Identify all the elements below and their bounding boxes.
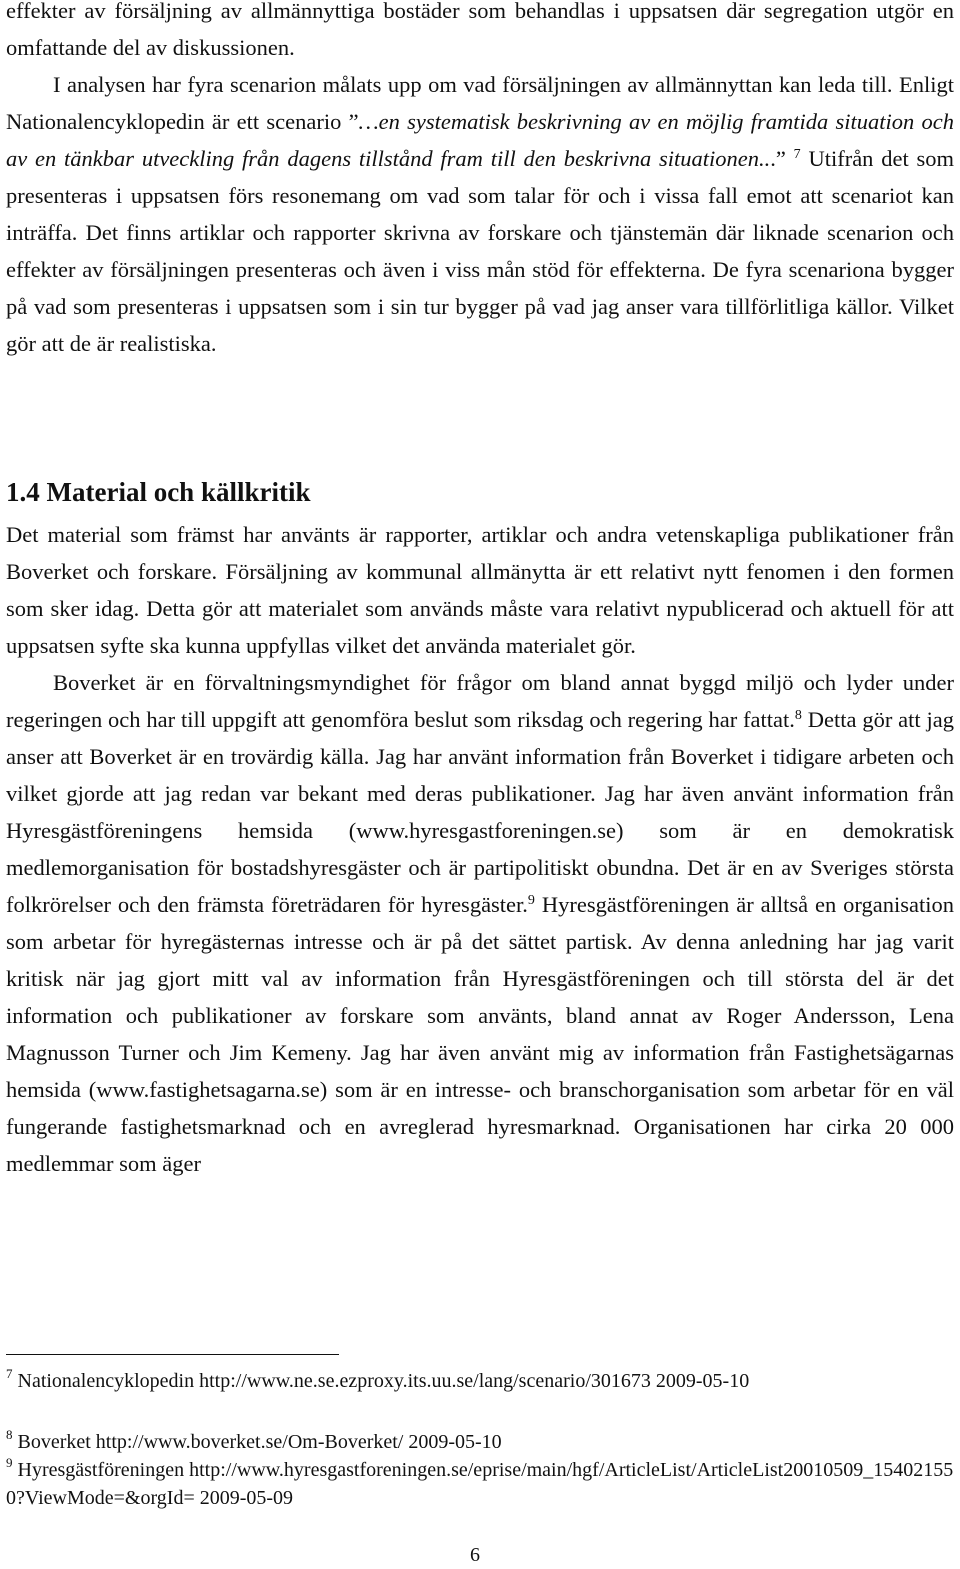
footnote-text: Boverket http://www.boverket.se/Om-Boverket/ 2009-05-10 [17, 1431, 502, 1453]
footnote-9 [6, 1456, 954, 1512]
boverket-text: Boverket är en förvaltningsmyndighet för frågor om bland annat byggd miljö och lyder under regeringen och har till uppgift att genomföra beslut som riksdag och regering har fattat. [6, 670, 954, 732]
scenario-definition-quote: …en systematisk beskrivning av en möjlig framtida situation och av en tänkbar utveckling från dagens tillstånd fram till den beskrivna situationen.. [6, 109, 954, 171]
page-number: 6 [470, 1544, 480, 1566]
section-heading: 1.4 Material och källkritik [6, 477, 311, 507]
intro-rest-text: Utifrån det som presenteras i uppsatsen förs resonemang om vad som talar för och i vissa fall emot att scenariot kan inträffa. Det finns artiklar och rapporter skrivna av forskare och tjänstemän där liknade scenarion och effekter av försäljningen presenteras och även i viss mån stöd för effekterna. De fyra scenariona bygger på vad som presenteras i uppsatsen som i sin tur bygger på vad jag anser vara tillförlitliga källor. Vilket gör att de är realistiska. [6, 146, 954, 356]
critique-text: Hyresgästföreningen är alltså en organisation som arbetar för hyregästernas intresse och är på det sättet partisk. Av denna anledning har jag varit kritisk när jag gjort mitt val av information från Hyresgästföreningen och till största del är det information och publikationer av forskare som använts, bland annat av Roger Andersson, Lena Magnusson Turner och Jim Kemeny. Jag har även använt mig av information från Fastighetsägarnas hemsida (www.fastighetsagarna.se) som är en intresse- och branschorganisation som arbetar för en väl fungerande fastighetsmarknad och en avreglerad hyresmarknad. Organisationen har cirka 20 000 medlemmar som äger [6, 892, 954, 1176]
footnote-ref-8[interactable]: 8 [794, 708, 802, 723]
footnote-number: 9 [6, 1455, 13, 1470]
intro-scenario-text: I analysen har fyra scenarion målats upp om vad försäljningen av allmännyttan kan leda till. Enligt Nationalencyklopedin är ett scenario ” [6, 72, 954, 134]
intro-continuation-text: effekter av försäljning av allmännyttiga bostäder som behandlas i uppsatsen där segregation utgör en omfattande del av diskussionen. [6, 0, 954, 60]
footnote-text: Nationalencyklopedin http://www.ne.se.ezproxy.its.uu.se/lang/scenario/301673 2009-05-10 [17, 1370, 750, 1392]
footnote-number: 7 [6, 1366, 13, 1381]
sources-text: Detta gör att jag anser att Boverket är en trovärdig källa. Jag har använt information från Boverket i tidigare arbeten och vilket gjorde att jag redan var bekant med deras publikationer. Jag har även använt information från Hyresgästföreningens hemsida (www.hyresgastforeningen.se) som är en demokratisk medlemorganisation för bostadshyresgäster och är partipolitiskt obundna. Det är en av Sveriges största folkrörelser och den främsta företrädaren för hyresgäster. [6, 707, 954, 917]
footnote-divider [6, 1354, 339, 1355]
quote-close: .” [770, 146, 794, 171]
intro-paragraph [6, 0, 954, 362]
material-intro-text: Det material som främst har använts är rapporter, artiklar och andra vetenskapliga publikationer från Boverket och forskare. Försäljning av kommunal allmänytta är ett relativt nytt fenomen i den formen som sker idag. Detta gör att materialet som används måste vara relativt nypublicerad och aktuell för att uppsatsen syfte ska kunna uppfyllas vilket det använda materialet gör. [6, 522, 954, 658]
footnote-7 [6, 1367, 954, 1395]
footnote-number: 8 [6, 1427, 13, 1442]
footnote-ref-7[interactable]: 7 [793, 147, 801, 162]
material-paragraph [6, 516, 954, 1182]
footnote-text: Hyresgästföreningen http://www.hyresgastforeningen.se/eprise/main/hgf/ArticleList/ArticleList20010509_154021550?ViewMode=&orgId= 2009-05-09 [6, 1459, 954, 1509]
footnote-ref-9[interactable]: 9 [527, 893, 535, 908]
footnote-8 [6, 1428, 954, 1456]
